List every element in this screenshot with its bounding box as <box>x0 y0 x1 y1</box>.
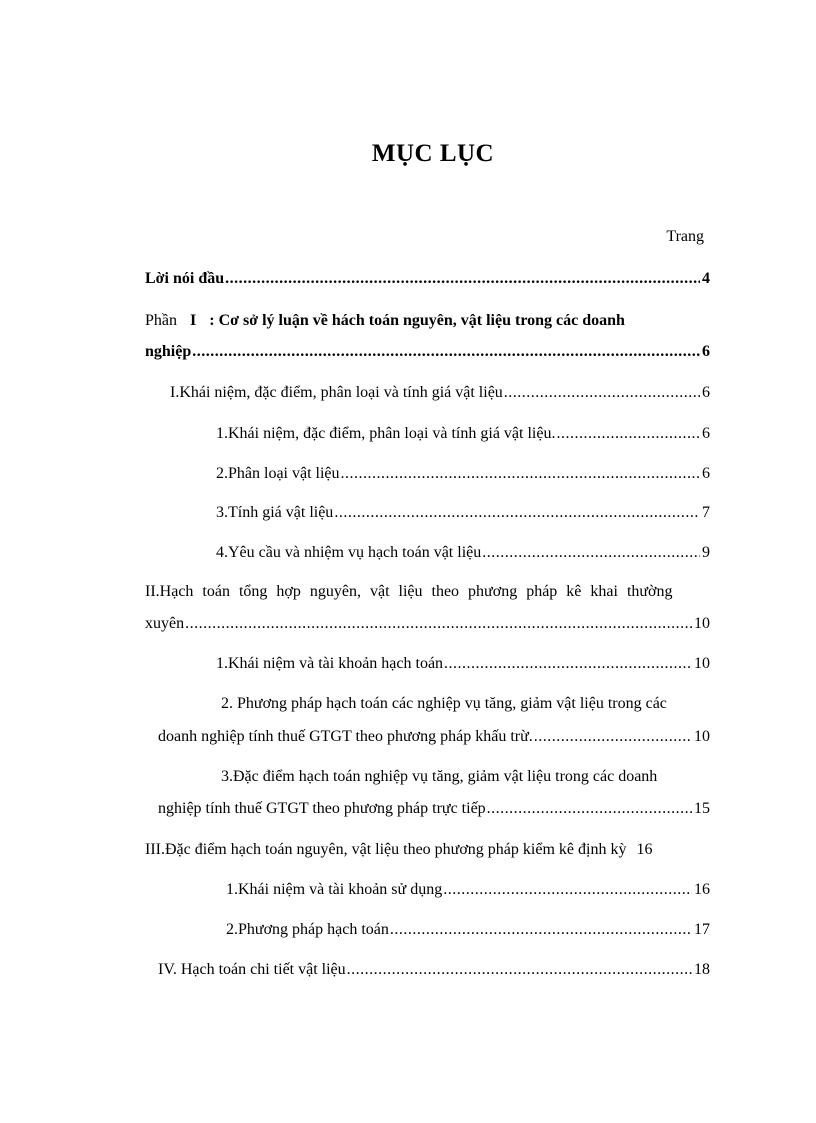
toc-entry-text: doanh nghiệp tính thuế GTGT theo phương pháp khấu trừ. <box>158 728 533 745</box>
toc-entry-text: Phương pháp hạch toán <box>238 921 389 938</box>
toc-entry-text: II.Hạch toán tổng hợp nguyên, vật liệu theo phương pháp kê khai thường <box>145 583 673 600</box>
part-label: Phần <box>145 312 177 329</box>
toc-entry-text: xuyên <box>145 615 185 632</box>
toc-entry-page: 15 <box>694 800 710 817</box>
dot-leader <box>390 920 692 940</box>
toc-entry-text: Khái niệm, đặc điểm, phân loại và tính giá vật liệu <box>179 384 503 401</box>
dot-leader <box>347 960 692 980</box>
toc-entry-page: 17 <box>694 921 710 938</box>
toc-entry-text: Khái niệm và tài khoản sử dụng <box>238 881 443 898</box>
toc-entry-page: 6 <box>702 425 710 442</box>
toc-entry-page: 10 <box>694 728 710 745</box>
toc-entry-preface[interactable] <box>145 269 710 289</box>
dot-leader <box>341 464 700 484</box>
toc-entry-1-3[interactable] <box>216 503 710 523</box>
dot-leader <box>487 799 692 819</box>
page-column-header: Trang <box>666 228 704 245</box>
toc-entry-page: 10 <box>694 615 710 632</box>
page-title: MỤC LỤC <box>371 140 495 167</box>
toc-entry-page: 6 <box>702 465 710 482</box>
toc-entry-text: 3.Tính giá vật liệu <box>216 504 334 521</box>
toc-entry-text: : Cơ sở lý luận về hách toán nguyên, vật liệu trong các doanh <box>209 312 625 329</box>
toc-entry-3-2[interactable] <box>226 920 710 940</box>
toc-entry-2-2[interactable] <box>221 694 710 714</box>
toc-entry-2-3-cont[interactable] <box>158 799 710 819</box>
toc-entry-page: 10 <box>694 655 710 672</box>
dot-leader <box>225 269 700 289</box>
toc-entry-page: 6 <box>702 384 710 401</box>
toc-entry-text: 2. Phương pháp hạch toán các nghiệp vụ tăng, giảm vật liệu trong các <box>221 695 667 712</box>
toc-entry-section-2[interactable] <box>145 582 710 602</box>
toc-entry-text: 3.Đặc điểm hạch toán nghiệp vụ tăng, giảm vật liệu trong các doanh <box>221 768 658 785</box>
dot-leader <box>334 503 700 523</box>
toc-entry-text: 1.Khái niệm, đặc điểm, phân loại và tính giá vật liệu. <box>216 425 556 442</box>
dot-leader <box>443 880 692 900</box>
toc-entry-page: 18 <box>694 961 710 978</box>
item-number: 2. <box>226 921 238 938</box>
toc-entry-2-2-cont[interactable] <box>158 727 710 747</box>
toc-entry-page: 16 <box>694 881 710 898</box>
part-number: I <box>190 312 197 329</box>
toc-entry-1-4[interactable] <box>216 543 710 563</box>
toc-entry-text: III.Đặc điểm hạch toán nguyên, vật liệu theo phương pháp kiểm kê định kỳ <box>145 841 627 858</box>
dot-leader <box>192 342 700 362</box>
toc-entry-text: 2.Phân loại vật liệu <box>216 465 340 482</box>
toc-entry-text: Lời nói đầu <box>145 270 225 287</box>
toc-entry-line-1 <box>145 311 710 331</box>
dot-leader <box>185 614 692 634</box>
toc-entry-page: 6 <box>702 343 710 360</box>
dot-leader <box>444 654 692 674</box>
dot-leader <box>556 424 700 444</box>
dot-leader <box>504 383 700 403</box>
toc-entry-text: 1.Khái niệm và tài khoản hạch toán <box>216 655 444 672</box>
toc-entry-2-1[interactable] <box>216 654 710 674</box>
toc-entry-1-2[interactable] <box>216 464 710 484</box>
toc-entry-section-4[interactable] <box>158 960 710 980</box>
toc-entry-2-3[interactable] <box>221 767 710 787</box>
toc-entry-page: 4 <box>702 270 710 287</box>
dot-leader <box>534 727 692 747</box>
toc-entry-part-1[interactable] <box>145 311 710 331</box>
toc-entry-text: nghiệp <box>145 343 192 360</box>
toc-entry-section-3[interactable] <box>145 840 710 860</box>
toc-entry-text: IV. Hạch toán chi tiết vật liệu <box>158 961 346 978</box>
toc-entry-text: nghiệp tính thuế GTGT theo phương pháp trực tiếp <box>158 800 486 817</box>
toc-entry-text: 4.Yêu cầu và nhiệm vụ hạch toán vật liệu <box>216 544 482 561</box>
toc-entry-1-1[interactable] <box>216 424 710 444</box>
toc-entry-page: 16 <box>636 841 653 858</box>
toc-entry-section-2-cont[interactable] <box>145 614 710 634</box>
toc-entry-page: 9 <box>702 544 710 561</box>
toc-entry-3-1[interactable] <box>226 880 710 900</box>
item-number: 1. <box>226 881 238 898</box>
toc-entry-section-1[interactable] <box>170 383 710 403</box>
section-number: I. <box>170 384 180 401</box>
toc-entry-page: 7 <box>702 504 710 521</box>
dot-leader <box>482 543 700 563</box>
toc-entry-part-1-cont[interactable] <box>145 342 710 362</box>
